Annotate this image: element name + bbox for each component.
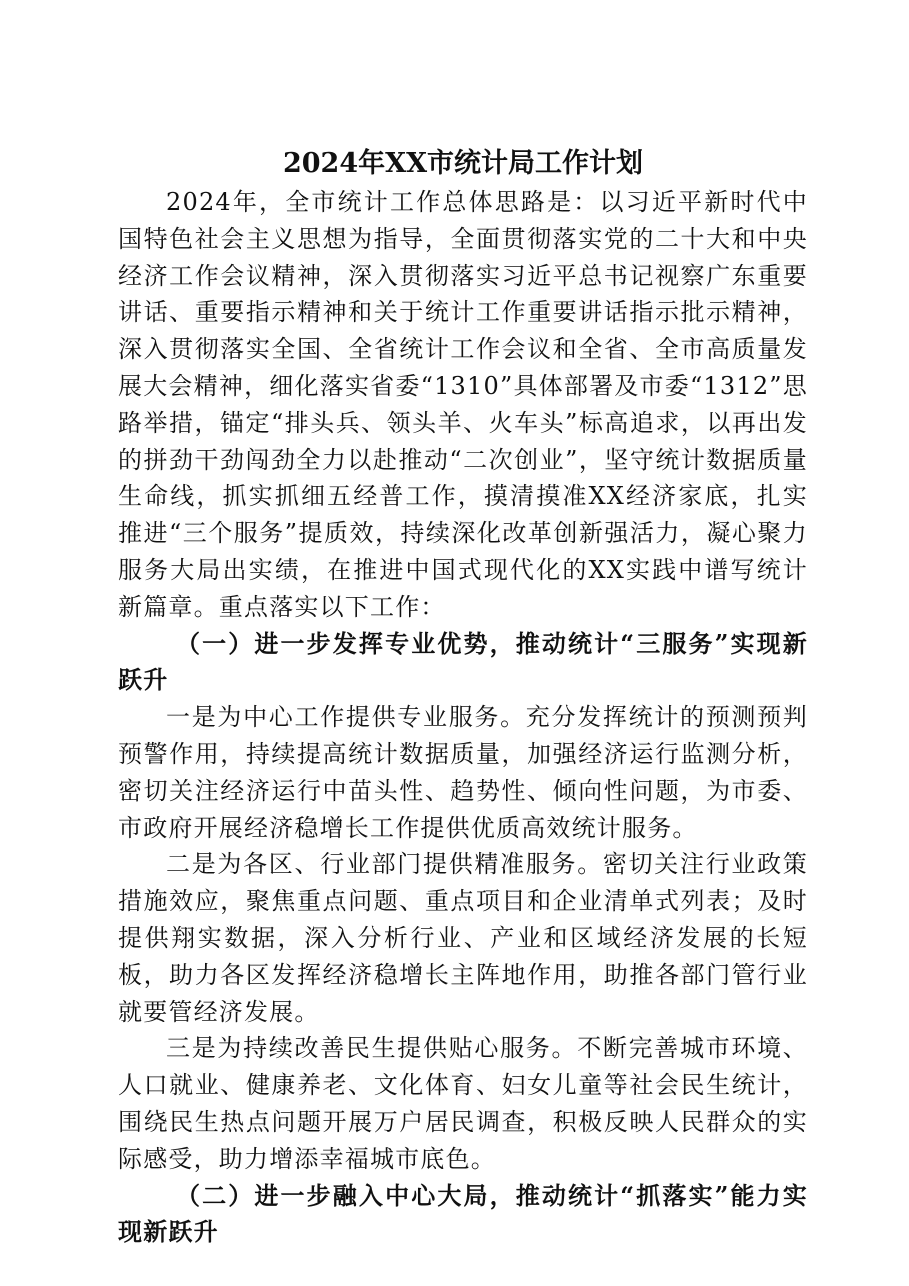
section-1-paragraph-3: 三是为持续改善民生提供贴心服务。不断完善城市环境、人口就业、健康养老、文化体育、妇女儿童等社会民生统计，围绕民生热点问题开展万户居民调查，积极反映人民群众的实际感受，助力增添幸福城市底色。 (118, 1034, 808, 1173)
section-1-paragraph-2: 二是为各区、行业部门提供精准服务。密切关注行业政策措施效应，聚焦重点问题、重点项目和企业清单式列表；及时提供翔实数据，深入分析行业、产业和区域经济发展的长短板，助力各区发挥经济稳增长主阵地作用，助推各部门管行业就要管经济发展。 (118, 850, 808, 1026)
intro-paragraph: 2024年，全市统计工作总体思路是：以习近平新时代中国特色社会主义思想为指导，全面贯彻落实党的二十大和中央经济工作会议精神，深入贯彻落实习近平总书记视察广东重要讲话、重要指示精神和关于统计工作重要讲话指示批示精神，深入贯彻落实全国、全省统计工作会议和全省、全市高质量发展大会精神，细化落实省委“1310”具体部署及市委“1312”思路举措，锚定“排头兵、领头羊、火车头”标高追求，以再出发的拼劲干劲闯劲全力以赴推动“二次创业”，坚守统计数据质量生命线，抓实抓细五经普工作，摸清摸准XX经济家底，扎实推进“三个服务”提质效，持续深化改革创新强活力，凝心聚力服务大局出实绩，在推进中国式现代化的XX实践中谱写统计新篇章。重点落实以下工作： (118, 188, 808, 621)
document-page (118, 146, 808, 1251)
section-1-heading: （一）进一步发挥专业优势，推动统计“三服务”实现新跃升 (118, 628, 808, 695)
section-1-paragraph-1: 一是为中心工作提供专业服务。充分发挥统计的预测预判预警作用，持续提高统计数据质量，加强经济运行监测分析，密切关注经济运行中苗头性、趋势性、倾向性问题，为市委、市政府开展经济稳增长工作提供优质高效统计服务。 (118, 703, 808, 842)
document-title: 2024年XX市统计局工作计划 (282, 148, 644, 179)
section-2-heading: （二）进一步融入中心大局，推动统计“抓落实”能力实现新跃升 (118, 1180, 808, 1247)
